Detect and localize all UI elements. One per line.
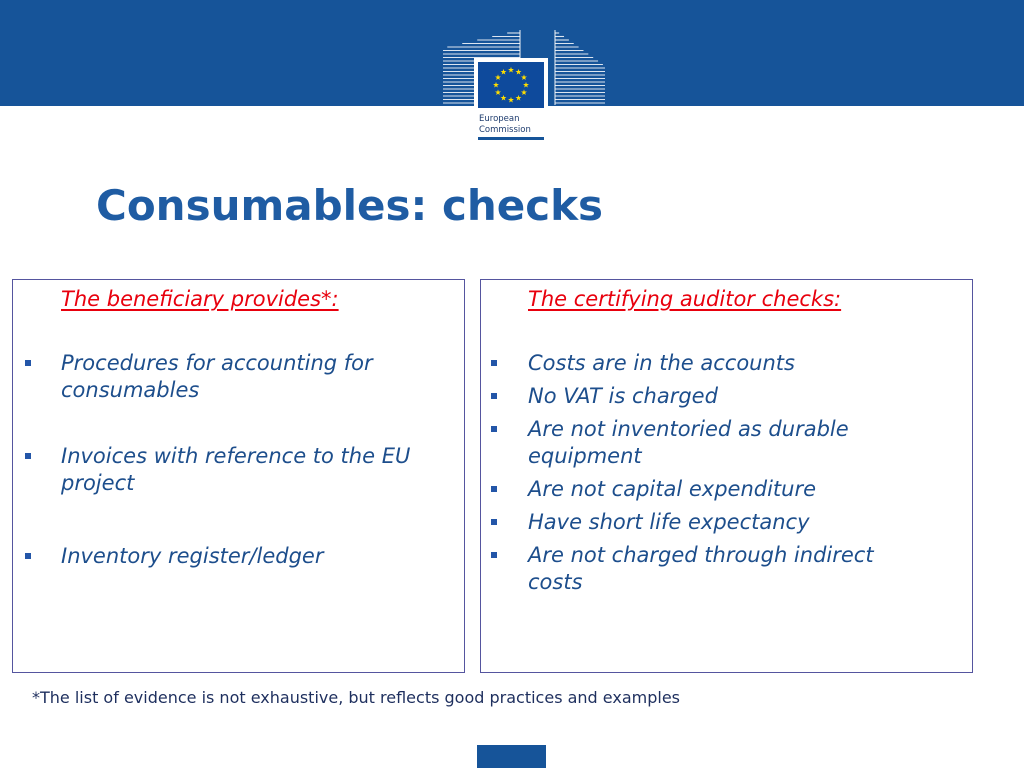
beneficiary-box	[12, 279, 465, 673]
list-item	[481, 416, 972, 470]
square-bullet-icon	[25, 360, 31, 366]
square-bullet-icon	[25, 453, 31, 459]
logo-underline	[478, 137, 544, 140]
list-item	[13, 543, 464, 570]
list-item-text: Are not capital expenditure	[528, 477, 817, 501]
logo-text-line1: European	[479, 114, 520, 124]
list-item-text: Are not inventoried as durable equipment	[528, 417, 849, 468]
beneficiary-heading	[13, 286, 464, 313]
list-item-text: Inventory register/ledger	[61, 544, 324, 568]
list-item	[481, 350, 972, 377]
auditor-heading	[481, 286, 972, 313]
list-item-text: Are not charged through indirect costs	[528, 543, 874, 594]
list-item-text: Procedures for accounting for consumables	[61, 351, 373, 402]
auditor-box	[480, 279, 973, 673]
list-item-text: No VAT is charged	[528, 384, 718, 408]
header-band	[0, 0, 1024, 145]
square-bullet-icon	[491, 360, 497, 366]
list-item	[481, 383, 972, 410]
list-item	[13, 350, 464, 404]
square-bullet-icon	[491, 552, 497, 558]
list-item-text: Costs are in the accounts	[528, 351, 795, 375]
square-bullet-icon	[491, 486, 497, 492]
list-item-text: Have short life expectancy	[528, 510, 810, 534]
square-bullet-icon	[491, 519, 497, 525]
commission-logo	[474, 58, 548, 142]
bottom-brand-bar	[477, 745, 546, 768]
list-item	[481, 476, 972, 503]
square-bullet-icon	[25, 553, 31, 559]
list-item	[481, 509, 972, 536]
beneficiary-list	[13, 350, 464, 570]
logo-text-line2: Commission	[479, 125, 531, 135]
auditor-heading-text: The certifying auditor checks:	[528, 287, 842, 311]
slide-title: Consumables: checks	[96, 181, 604, 230]
beneficiary-heading-text: The beneficiary provides*:	[61, 287, 339, 311]
list-item	[13, 443, 464, 497]
footnote: *The list of evidence is not exhaustive, but reflects good practices and examples	[32, 688, 680, 707]
list-item-text: Invoices with reference to the EU project	[61, 444, 411, 495]
list-item	[481, 542, 972, 596]
square-bullet-icon	[491, 426, 497, 432]
auditor-list	[481, 350, 972, 596]
square-bullet-icon	[491, 393, 497, 399]
